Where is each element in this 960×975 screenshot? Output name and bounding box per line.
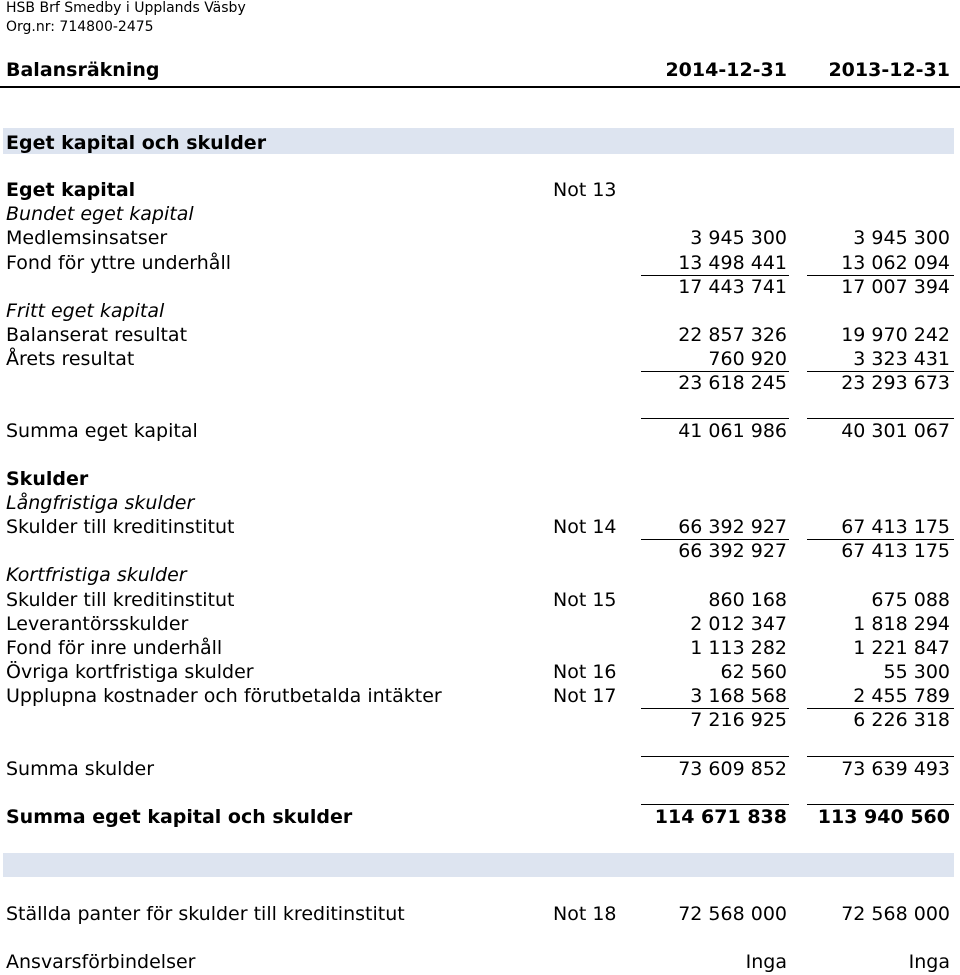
- row-label: Ansvarsförbindelser: [6, 951, 196, 973]
- row-label: Balanserat resultat: [6, 324, 188, 346]
- row-note: Not 17: [553, 685, 617, 707]
- value-2014: 13 498 441: [678, 252, 787, 274]
- value-2013: 72 568 000: [841, 903, 950, 925]
- value-2013: 73 639 493: [841, 758, 950, 780]
- value-2013: 675 088: [871, 589, 950, 611]
- org-number: Org.nr: 714800-2475: [6, 19, 154, 35]
- column-header-2014: 2014-12-31: [665, 59, 787, 81]
- row-upplupna-kostnader: [0, 684, 960, 708]
- row-label: Ställda panter för skulder till kreditinstitut: [6, 903, 405, 925]
- row-label: Fond för yttre underhåll: [6, 252, 232, 274]
- row-label: Medlemsinsatser: [6, 227, 168, 249]
- row-subtotal-langfristiga: [0, 539, 960, 563]
- row-label: Eget kapital: [6, 179, 136, 201]
- value-2013: 17 007 394: [841, 276, 950, 298]
- row-subtotal-bundet: [0, 275, 960, 299]
- value-2013: 2 455 789: [853, 685, 950, 707]
- row-label: Upplupna kostnader och förutbetalda intäkter: [6, 685, 442, 707]
- value-2013: 67 413 175: [841, 540, 950, 562]
- row-label: Skulder till kreditinstitut: [6, 516, 235, 538]
- row-skulder: [0, 467, 960, 491]
- row-label: Kortfristiga skulder: [6, 564, 187, 586]
- value-2014: 1 113 282: [690, 637, 787, 659]
- value-2013: 1 221 847: [853, 637, 950, 659]
- value-2013: 55 300: [883, 661, 950, 683]
- value-2014: 22 857 326: [678, 324, 787, 346]
- column-header-2013: 2013-12-31: [828, 59, 950, 81]
- row-kortfristiga-skulder: [0, 563, 960, 587]
- value-2014: 23 618 245: [678, 372, 787, 394]
- row-fond-yttre-underhall: [0, 251, 960, 275]
- row-summa-eget-kapital-och-skulder: [0, 805, 960, 829]
- row-note: Not 13: [553, 179, 617, 201]
- value-2013: 113 940 560: [817, 806, 950, 828]
- row-label: Bundet eget kapital: [6, 203, 194, 225]
- value-2014: 62 560: [720, 661, 787, 683]
- row-fritt-eget-kapital: [0, 299, 960, 323]
- row-note: Not 18: [553, 903, 617, 925]
- row-label: Långfristiga skulder: [6, 492, 195, 514]
- value-2013: 6 226 318: [853, 709, 950, 731]
- section-title: Eget kapital och skulder: [6, 132, 267, 154]
- value-2014: 860 168: [708, 589, 787, 611]
- balance-sheet-title-row: [0, 52, 960, 88]
- section-band-equity-liabilities: [3, 128, 954, 154]
- row-label: Leverantörsskulder: [6, 613, 189, 635]
- row-ovriga-kortfristiga: [0, 660, 960, 684]
- value-2014: 114 671 838: [654, 806, 787, 828]
- value-2013: Inga: [908, 951, 950, 973]
- value-2014: 66 392 927: [678, 540, 787, 562]
- value-2014: 7 216 925: [690, 709, 787, 731]
- row-label: Summa eget kapital och skulder: [6, 806, 353, 828]
- row-label: Summa skulder: [6, 758, 155, 780]
- value-2014: Inga: [745, 951, 787, 973]
- row-label: Fritt eget kapital: [6, 300, 165, 322]
- value-2013: 40 301 067: [841, 420, 950, 442]
- value-2013: 1 818 294: [853, 613, 950, 635]
- row-note: Not 16: [553, 661, 617, 683]
- value-2014: 72 568 000: [678, 903, 787, 925]
- value-2014: 2 012 347: [690, 613, 787, 635]
- row-langfristiga-skulder: [0, 491, 960, 515]
- row-subtotal-fritt: [0, 371, 960, 395]
- value-2013: 19 970 242: [841, 324, 950, 346]
- row-eget-kapital: [0, 178, 960, 202]
- value-2013: 67 413 175: [841, 516, 950, 538]
- row-skulder-kreditinstitut-kort: [0, 588, 960, 612]
- row-summa-skulder: [0, 757, 960, 781]
- value-2013: 23 293 673: [841, 372, 950, 394]
- row-summa-eget-kapital: [0, 419, 960, 443]
- row-label: Årets resultat: [6, 348, 135, 370]
- row-label: Summa eget kapital: [6, 420, 198, 442]
- org-name: HSB Brf Smedby i Upplands Väsby: [6, 0, 246, 16]
- value-2014: 760 920: [708, 348, 787, 370]
- row-label: Övriga kortfristiga skulder: [6, 661, 254, 683]
- row-label: Fond för inre underhåll: [6, 637, 223, 659]
- value-2013: 3 323 431: [853, 348, 950, 370]
- row-note: Not 15: [553, 589, 617, 611]
- value-2014: 17 443 741: [678, 276, 787, 298]
- row-label: Skulder till kreditinstitut: [6, 589, 235, 611]
- row-bundet-eget-kapital: [0, 202, 960, 226]
- value-2014: 3 168 568: [690, 685, 787, 707]
- row-skulder-kreditinstitut-lang: [0, 515, 960, 539]
- row-subtotal-kortfristiga: [0, 708, 960, 732]
- row-stallda-panter: [0, 902, 960, 926]
- row-arets-resultat: [0, 347, 960, 371]
- section-separator-band: [3, 853, 954, 877]
- row-medlemsinsatser: [0, 226, 960, 250]
- value-2014: 73 609 852: [678, 758, 787, 780]
- row-fond-inre-underhall: [0, 636, 960, 660]
- row-leverantorsskulder: [0, 612, 960, 636]
- value-2014: 41 061 986: [678, 420, 787, 442]
- row-ansvarsforbindelser: [0, 950, 960, 974]
- value-2013: 3 945 300: [853, 227, 950, 249]
- row-balanserat-resultat: [0, 323, 960, 347]
- value-2014: 3 945 300: [690, 227, 787, 249]
- row-note: Not 14: [553, 516, 617, 538]
- value-2014: 66 392 927: [678, 516, 787, 538]
- row-label: Skulder: [6, 468, 89, 490]
- value-2013: 13 062 094: [841, 252, 950, 274]
- page-title: Balansräkning: [6, 59, 160, 81]
